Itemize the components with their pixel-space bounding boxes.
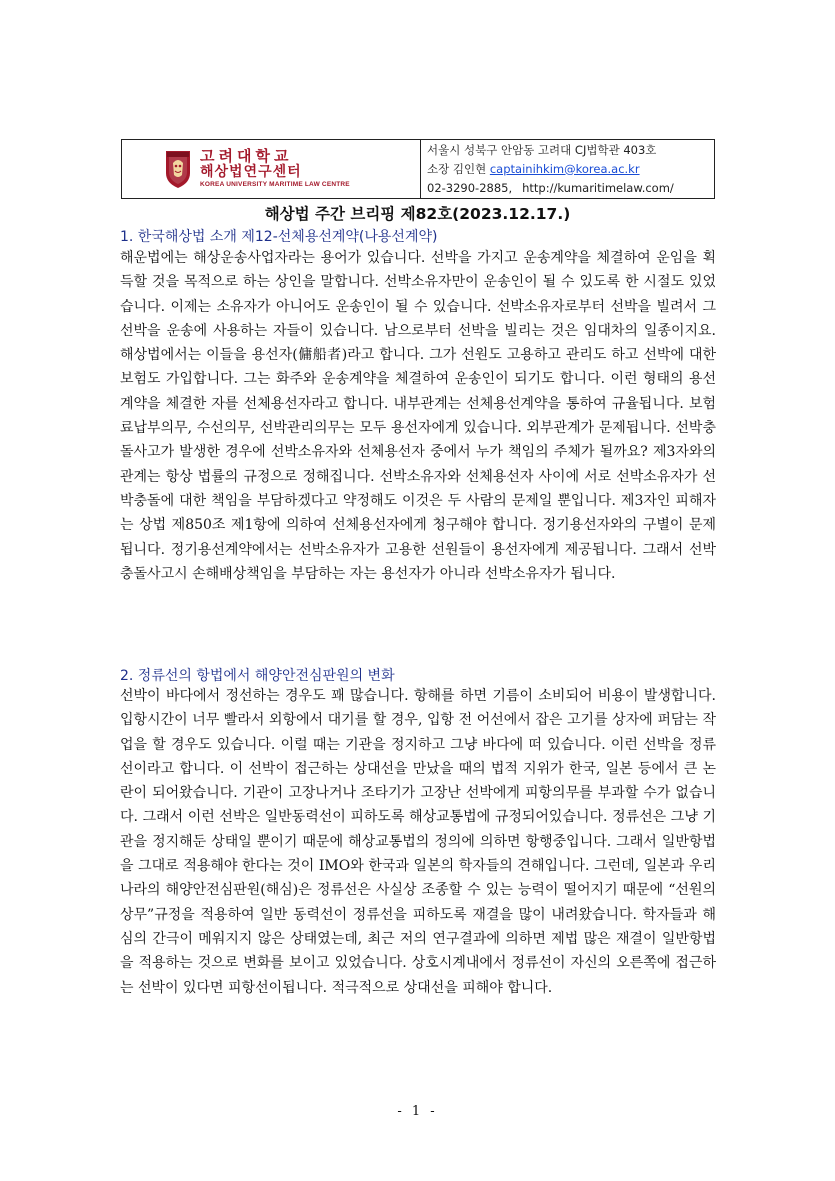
briefing-title: 해상법 주간 브리핑 제82호(2023.12.17.): [264, 205, 571, 223]
logo-text: [200, 149, 350, 188]
address-line: 서울시 성북구 안암동 고려대 CJ법학관 403호: [427, 142, 657, 157]
section-1-heading: 1. 한국해상법 소개 제12-선체용선계약(나용선계약): [120, 229, 438, 245]
section-2-body: 선박이 바다에서 정선하는 경우도 꽤 많습니다. 항해를 하면 기름이 소비되어 비용이 발생합니다. 입항시간이 너무 빨라서 외항에서 대기를 할 경우, 입항 전 어선에서 잡은 고기를 상자에 퍼담는 작업을 할 경우도 있습니다. 이럴 때는 기관을 정지하고 그냥 바다에 떠 있습니다. 이런 선박을 정류선이라고 합니다. 이 선박이 접근하는 상대선을 만났을 때의 법적 지위가 한국, 일본 등에서 큰 논란이 되어왔습니다. 기관이 고장나거나 조타기가 고장난 선박에게 피항의무를 부과할 수가 없습니다. 그래서 이런 선박은 일반동력선이 피하도록 해상교통법에 규정되어있습니다. 정류선은 그냥 기관을 정지해둔 상태일 뿐이기 때문에 해상교통법의 정의에 의하면 항행중입니다. 그래서 일반항법을 그대로 적용해야 한다는 것이 IMO와 한국과 일본의 학자들의 견해입니다. 그런데, 일본과 우리나라의 해양안전심판원(해심)은 정류선은 사실상 조종할 수 있는 능력이 떨어지기 때문에 “선원의 상무”규정을 적용하여 일반 동력선이 정류선을 피하도록 재결을 많이 내려왔습니다. 학자들과 해심의 간극이 메워지지 않은 상태였는데, 최근 저의 연구결과에 의하면 제법 많은 재결이 일반항법을 적용하는 것으로 변화를 보이고 있었습니다. 상호시계내에서 정류선이 자신의 오른쪽에 접근하는 선박이 있다면 피항선이됩니다. 적극적으로 상대선을 피해야 합니다.: [120, 688, 716, 996]
website-link[interactable]: http://kumaritimelaw.com/: [522, 180, 674, 195]
section-1-body: 해운법에는 해상운송사업자라는 용어가 있습니다. 선박을 가지고 운송계약을 체결하여 운임을 획득할 것을 목적으로 하는 상인을 말합니다. 선박소유자만이 운송인이 될 수 있도록 한 시절도 있었습니다. 이제는 소유자가 아니어도 운송인이 될 수 있습니다. 선박소유자로부터 선박을 빌려서 그 선박을 운송에 사용하는 자들이 있습니다. 남으로부터 선박을 빌리는 것은 임대차의 일종이지요. 해상법에서는 이들을 용선자(傭船者)라고 합니다. 그가 선원도 고용하고 관리도 하고 선박에 대한 보험도 가입합니다. 그는 화주와 운송계약을 체결하여 운송인이 되기도 합니다. 이런 형태의 용선계약을 체결한 자를 선체용선자라고 합니다. 내부관계는 선체용선계약을 통하여 규율됩니다. 보험료납부의무, 수선의무, 선박관리의무는 모두 용선자에게 있습니다. 외부관계가 문제됩니다. 선박충돌사고가 발생한 경우에 선박소유자와 선체용선자 중에서 누가 책임의 주체가 될까요? 제3자와의 관계는 항상 법률의 규정으로 정해집니다. 선박소유자와 선체용선자 사이에 서로 선박소유자가 선박충돌에 대한 책임을 부담하겠다고 약정해도 이것은 두 사람의 문제일 뿐입니다. 제3자인 피해자는 상법 제850조 제1항에 의하여 선체용선자에게 청구해야 합니다. 정기용선자와의 구별이 문제됩니다. 정기용선계약에서는 선박소유자가 고용한 선원들이 용선자에게 제공됩니다. 그래서 선박충돌사고시 손해배상책임을 부담하는 자는 용선자가 아니라 선박소유자가 됩니다.: [120, 250, 716, 582]
email-link[interactable]: captainihkim@korea.ac.kr: [489, 161, 640, 176]
contact-info: [421, 140, 714, 198]
director-label: 소장 김인현: [427, 161, 487, 176]
logo-block: [122, 140, 421, 198]
director-line: [427, 160, 714, 179]
section-2-heading: 2. 정류선의 항법에서 해양안전심판원의 변화: [120, 668, 395, 684]
university-crest-icon: [164, 149, 192, 189]
page-number: - 1 -: [397, 1104, 438, 1119]
logo-center-name: 해상법연구센터: [200, 164, 302, 181]
phone-number: 02-3290-2885,: [427, 180, 513, 195]
header-box: [121, 139, 715, 199]
phone-web-line: [427, 179, 714, 198]
logo-english-name: KOREA UNIVERSITY MARITIME LAW CENTRE: [200, 180, 350, 188]
logo-university-name: 고려대학교: [200, 147, 293, 166]
